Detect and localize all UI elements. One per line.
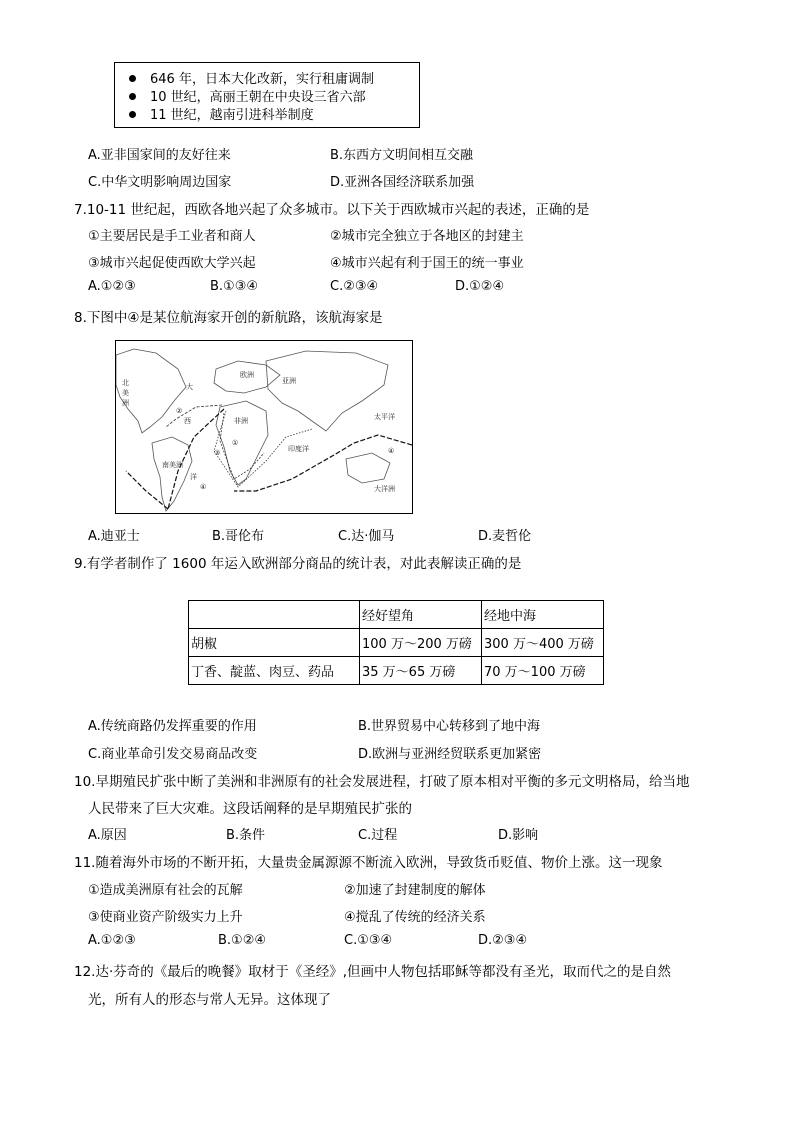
table-header-row [189, 601, 604, 629]
table-header-cell: 经好望角 [360, 601, 482, 629]
table-cell: 胡椒 [189, 629, 360, 657]
q7-option-a: A.①②③ [88, 279, 136, 294]
label-beimei-2: 美 [122, 389, 129, 397]
bullet-item [129, 68, 374, 87]
q6-option-a: A.亚非国家间的友好往来 [88, 148, 231, 163]
bullet-text: 11 世纪，越南引进科举制度 [150, 108, 314, 123]
label-indian-ocean: 印度洋 [288, 445, 309, 453]
south-america-shape [152, 437, 192, 511]
bullet-dot-icon [129, 93, 136, 100]
q7-option-c: C.②③④ [330, 279, 379, 294]
q8-option-d: D.麦哲伦 [478, 529, 532, 544]
q6-option-b: B.东西方文明间相互交融 [330, 148, 474, 163]
bullet-dot-icon [129, 75, 136, 82]
label-beimei-3: 洲 [122, 399, 129, 407]
q10-option-b: B.条件 [226, 828, 266, 843]
q12-stem-line-2: 光，所有人的形态与常人无异。这体现了 [88, 992, 331, 1008]
route-4 [126, 409, 412, 509]
q7-stem: 7.10-11 世纪起，西欧各地兴起了众多城市。以下关于西欧城市兴起的表述，正确的是 [74, 202, 590, 218]
q8-option-b: B.哥伦布 [212, 529, 265, 544]
label-oceania: 大洋洲 [374, 485, 395, 493]
q12-stem-line-1: 12.达·芬奇的《最后的晚餐》取材于《圣经》,但画中人物包括耶稣等都没有圣光，取而代之的是自然 [74, 964, 672, 980]
q9-stem: 9.有学者制作了 1600 年运入欧洲部分商品的统计表，对此表解读正确的是 [74, 556, 522, 572]
table-cell: 70 万～100 万磅 [482, 657, 604, 685]
bullet-text: 10 世纪，高丽王朝在中央设三省六部 [150, 90, 366, 105]
q6-option-d: D.亚洲各国经济联系加强 [330, 175, 475, 190]
label-europe: 欧洲 [240, 371, 254, 379]
q10-option-c: C.过程 [358, 828, 398, 843]
label-africa: 非洲 [234, 417, 248, 425]
label-route-1: ① [232, 439, 239, 447]
q11-statement-1: ①造成美洲原有社会的瓦解 [88, 883, 243, 898]
q11-statement-2: ②加速了封建制度的解体 [344, 883, 486, 898]
bullet-item [129, 86, 366, 105]
table-header-cell: 经地中海 [482, 601, 604, 629]
label-route-2: ② [176, 407, 183, 415]
label-south-america: 南美洲 [162, 461, 183, 469]
label-da: 大 [186, 383, 193, 391]
q11-option-c: C.①③④ [344, 933, 393, 948]
table-cell: 丁香、靛蓝、肉豆、药品 [189, 657, 360, 685]
voyage-map [115, 340, 413, 514]
q9-option-c: C.商业革命引发交易商品改变 [88, 747, 258, 762]
australia-shape [346, 453, 390, 483]
table-cell: 100 万～200 万磅 [360, 629, 482, 657]
q11-stem: 11.随着海外市场的不断开拓，大量贵金属源源不断流入欧洲，导致货币贬值、物价上涨。这一现象 [74, 855, 663, 871]
route-2 [166, 405, 222, 427]
q10-stem-line-1: 10.早期殖民扩张中断了美洲和非洲原有的社会发展进程，打破了原本相对平衡的多元文明格局，给当地 [74, 774, 690, 790]
q7-option-b: B.①③④ [210, 279, 259, 294]
q7-statement-3: ③城市兴起促使西欧大学兴起 [88, 256, 256, 271]
q11-statement-4: ④搅乱了传统的经济关系 [344, 910, 486, 925]
label-xi: 西 [184, 417, 191, 425]
label-route-3: ③ [214, 449, 221, 457]
q9-option-a: A.传统商路仍发挥重要的作用 [88, 719, 257, 734]
q10-stem-line-2: 人民带来了巨大灾难。这段话阐释的是早期殖民扩张的 [88, 801, 412, 817]
label-route-4b: ④ [388, 447, 395, 455]
q9-option-b: B.世界贸易中心转移到了地中海 [358, 719, 541, 734]
q11-option-b: B.①②④ [218, 933, 267, 948]
q6-option-c: C.中华文明影响周边国家 [88, 175, 232, 190]
label-pacific: 太平洋 [374, 413, 395, 421]
bullet-item [129, 104, 314, 123]
q7-statement-2: ②城市完全独立于各地区的封建主 [330, 229, 524, 244]
bullet-dot-icon [129, 111, 136, 118]
bullet-box [114, 62, 420, 128]
q8-stem: 8.下图中④是某位航海家开创的新航路，该航海家是 [74, 310, 383, 326]
table-row [189, 657, 604, 685]
label-beimei: 北 [122, 379, 129, 387]
q11-option-a: A.①②③ [88, 933, 136, 948]
world-map-svg [116, 341, 412, 513]
q7-statement-1: ①主要居民是手工业者和商人 [88, 229, 256, 244]
q8-option-a: A.迪亚士 [88, 529, 140, 544]
table-cell: 300 万～400 万磅 [482, 629, 604, 657]
label-asia: 亚洲 [282, 377, 296, 385]
q11-statement-3: ③使商业资产阶级实力上升 [88, 910, 243, 925]
q9-option-d: D.欧洲与亚洲经贸联系更加紧密 [358, 747, 542, 762]
q10-option-a: A.原因 [88, 828, 127, 843]
bullet-text: 646 年，日本大化改新，实行租庸调制 [150, 72, 374, 87]
commodity-table [188, 600, 604, 685]
q7-statement-4: ④城市兴起有利于国王的统一事业 [330, 256, 524, 271]
label-yang: 洋 [190, 473, 197, 481]
q11-option-d: D.②③④ [478, 933, 528, 948]
table-cell: 35 万～65 万磅 [360, 657, 482, 685]
q8-option-c: C.达·伽马 [338, 529, 395, 544]
label-route-4: ④ [200, 483, 207, 491]
q10-option-d: D.影响 [498, 828, 539, 843]
table-row [189, 629, 604, 657]
table-header-cell [189, 601, 360, 629]
asia-shape [266, 351, 388, 431]
q7-option-d: D.①②④ [455, 279, 505, 294]
